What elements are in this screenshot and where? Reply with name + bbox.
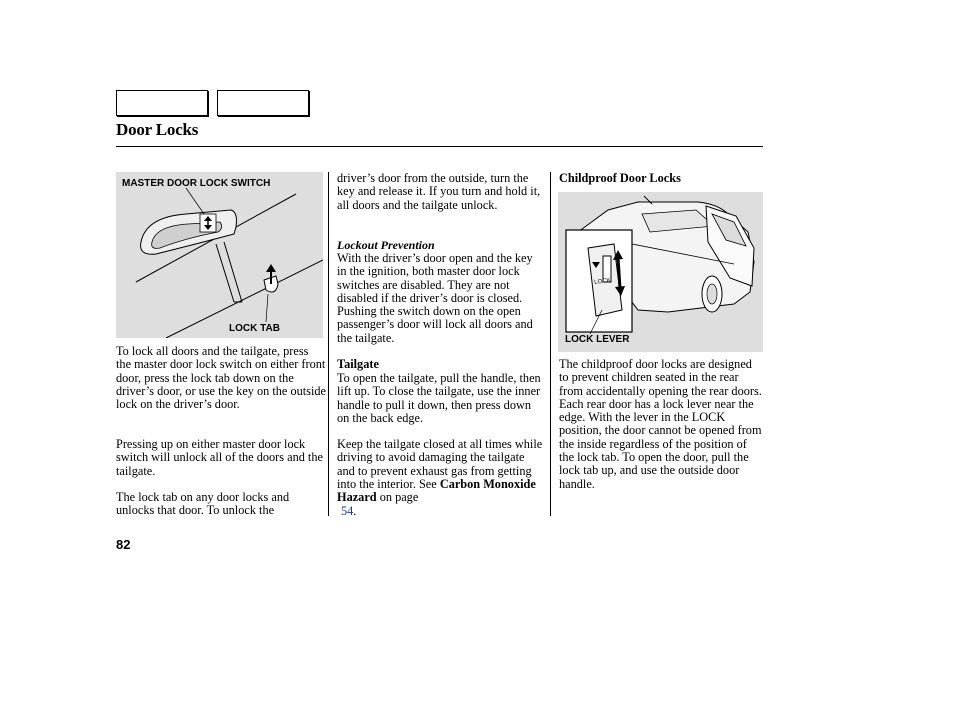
column1-paragraph-2: Pressing up on either master door lock switch will unlock all of the doors and the tailgate.	[116, 437, 323, 478]
column2-paragraph-3: To open the tailgate, pull the handle, then lift up. To close the tailgate, use the inner handle to pull it down, then press down on the back edge.	[337, 371, 541, 425]
lever-lock-text: LOCK	[594, 277, 612, 286]
nav-button-index[interactable]	[217, 90, 309, 116]
page-number: 82	[116, 537, 131, 552]
master-door-lock-switch-label: MASTER DOOR LOCK SWITCH	[122, 178, 271, 189]
lockout-prevention-heading: Lockout Prevention	[337, 238, 435, 252]
vehicle-rear-door-illustration	[558, 192, 763, 352]
column2-paragraph-2: With the driver’s door open and the key in the ignition, both master door lock switches are disabled. They are not disabled if the driver’s door is closed. Pushing the switch down on the open passenger’s door will lock all doors and the tailgate.	[337, 251, 533, 345]
column1-paragraph-3: The lock tab on any door locks and unlocks that door. To unlock the	[116, 490, 290, 518]
tailgate-heading: Tailgate	[337, 357, 379, 371]
page-title: Door Locks	[116, 120, 199, 139]
carbon-monoxide-hazard-reference: Carbon Monoxide Hazard	[337, 476, 536, 505]
page-54-link[interactable]: 54	[341, 504, 354, 518]
lock-lever-label: LOCK LEVER	[565, 334, 630, 345]
column3-paragraph-1: The childproof door locks are designed to prevent children seated in the rear from accidentally opening the rear doors. Each rear door has a lock lever near the edge. With the lever in the LOCK position, the door cannot be opened from the inside regardless of the position of the lock tab. To open the door, pull the lock tab up, and use the outside door handle.	[559, 357, 762, 491]
lock-tab-label: LOCK TAB	[229, 323, 280, 334]
childproof-lock-figure	[558, 192, 763, 352]
childproof-door-locks-heading: Childproof Door Locks	[559, 171, 681, 185]
column-divider-1	[328, 172, 329, 516]
tailgate-warning-text: Keep the tailgate closed at all times while driving to avoid damaging the tailgate and to prevent exhaust gas from getting into the interior. See	[337, 437, 543, 491]
column1-paragraph-1: To lock all doors and the tailgate, press the master door lock switch on either front door, press the lock tab down on the driver’s door, or use the key on the outside lock on the driver’s door.	[116, 344, 326, 412]
reference-period: .	[353, 504, 357, 518]
door-panel-illustration	[116, 172, 323, 338]
title-rule	[116, 146, 763, 147]
page-reference-line	[341, 505, 356, 518]
nav-button-main-menu[interactable]	[116, 90, 208, 116]
column2-paragraph-1: driver’s door from the outside, turn the key and release it. If you turn and hold it, all doors and the tailgate unlock.	[337, 171, 541, 212]
on-page-text: on page	[376, 490, 419, 505]
column-divider-2	[550, 172, 551, 516]
master-door-lock-figure	[116, 172, 323, 338]
column2-paragraph-4	[337, 438, 543, 504]
